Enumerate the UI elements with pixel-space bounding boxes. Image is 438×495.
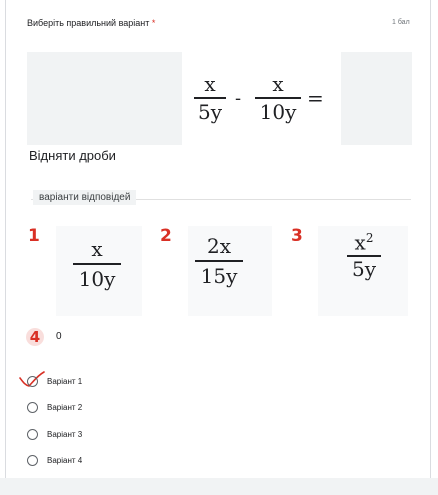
option-row-1[interactable] [27,376,82,387]
fraction-bar [195,260,243,262]
fraction-bar [73,263,121,265]
option-label: Варіант 2 [47,403,83,412]
required-asterisk: * [151,18,156,28]
annotation-mark-1: 1 [28,226,40,246]
answer-fraction-2 [195,236,243,286]
answer-fraction-3 [347,232,381,279]
expression-fraction-1 [194,74,226,122]
radio-button[interactable] [27,402,38,413]
option-label: Варіант 3 [47,430,83,439]
option-row-3[interactable] [27,429,82,440]
annotation-mark-4: 4 [26,328,44,346]
minus-operator: - [235,88,242,109]
answer-fraction-2-denominator: 15y [200,264,238,288]
answer-fraction-2-numerator: 2x [206,234,231,258]
answer-fraction-3-exponent: 2 [365,231,374,245]
expression-fraction-1-denominator: 5y [197,100,223,124]
radio-button[interactable] [27,376,38,387]
answer-fraction-1 [73,239,121,289]
card-bottom-area [0,478,438,495]
question-title-text: Виберіть правильний варіант [27,18,150,28]
answer-fraction-3-base: x [354,230,366,255]
question-description: Відняти дроби [29,148,116,163]
answer-fraction-3-denominator: 5y [351,256,377,281]
question-image-right-panel [341,52,412,145]
card-right-border [430,0,431,480]
radio-button[interactable] [27,429,38,440]
annotation-mark-3: 3 [291,226,303,246]
option-row-2[interactable] [27,402,82,413]
equals-operator: = [307,86,324,110]
radio-button[interactable] [27,455,38,466]
answer-choice-4-text: 0 [56,331,62,342]
question-title [27,18,155,28]
section-label: варіанти відповідей [33,190,136,205]
points-label: 1 бал [392,19,410,26]
question-image-left-panel [27,52,182,145]
answer-fraction-1-denominator: 10y [78,267,116,291]
annotation-mark-2: 2 [160,226,172,246]
expression-fraction-2-numerator: x [272,72,284,96]
option-label: Варіант 4 [47,456,83,465]
fraction-bar [194,97,226,99]
answer-fraction-1-numerator: x [91,237,103,261]
expression-fraction-2-denominator: 10y [259,100,297,124]
card-left-border [5,0,6,480]
fraction-bar [255,97,301,99]
option-label: Варіант 1 [47,377,83,386]
option-row-4[interactable] [27,455,82,466]
expression-fraction-2 [255,74,301,122]
expression-fraction-1-numerator: x [204,72,216,96]
answer-fraction-3-numerator [355,232,374,253]
